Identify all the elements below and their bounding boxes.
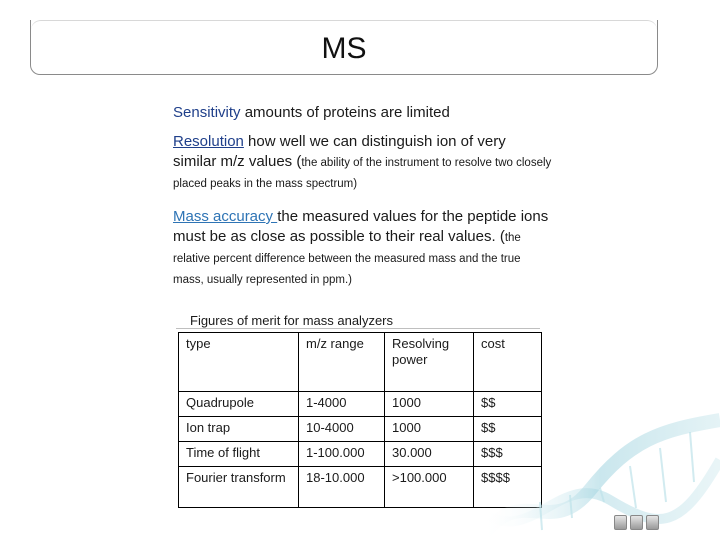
cell-mz-range: 1-100.000 [299, 442, 385, 467]
cell-cost: $$$$ [474, 467, 542, 508]
sensitivity-term: Sensitivity [173, 104, 241, 121]
figure-caption: Figures of merit for mass analyzers [190, 313, 394, 328]
logo-mark [614, 515, 668, 532]
cell-cost: $$$ [474, 442, 542, 467]
header-type: type [179, 333, 299, 392]
mass-accuracy-paragraph [173, 207, 553, 290]
table-header-row [179, 333, 542, 392]
header-resolving-power: Resolving power [385, 333, 474, 392]
header-mz-range: m/z range [299, 333, 385, 392]
resolution-text: how well we can distinguish ion of very similar m/z values ( [173, 133, 506, 170]
cell-resolving-power: 30.000 [385, 442, 474, 467]
cell-cost: $$ [474, 392, 542, 417]
cell-type: Fourier transform [179, 467, 299, 508]
cell-resolving-power: >100.000 [385, 467, 474, 508]
sensitivity-paragraph [173, 103, 553, 123]
cell-mz-range: 18-10.000 [299, 467, 385, 508]
cell-mz-range: 10-4000 [299, 417, 385, 442]
mass-accuracy-note: the relative percent difference between the measured mass and the true mass, usually represented in ppm.) [173, 232, 521, 286]
header-cost: cost [474, 333, 542, 392]
logo-block-icon [630, 515, 643, 530]
logo-block-icon [646, 515, 659, 530]
cell-type: Time of flight [179, 442, 299, 467]
cell-mz-range: 1-4000 [299, 392, 385, 417]
cell-resolving-power: 1000 [385, 417, 474, 442]
mass-accuracy-term: Mass accuracy [173, 208, 278, 225]
slide-title: MS [321, 32, 367, 65]
resolution-paragraph [173, 132, 553, 194]
mass-accuracy-text: the measured values for the peptide ions must be as close as possible to their real values. ( [173, 208, 549, 245]
resolution-note: the ability of the instrument to resolve two closely placed peaks in the mass spectrum) [173, 157, 552, 190]
cell-cost: $$ [474, 417, 542, 442]
title-frame [30, 20, 658, 75]
content-area [173, 103, 553, 290]
cell-resolving-power: 1000 [385, 392, 474, 417]
sensitivity-text: amounts of proteins are limited [240, 104, 450, 121]
cell-type: Ion trap [179, 417, 299, 442]
dna-helix-decoration [480, 390, 720, 540]
caption-divider [176, 328, 540, 329]
resolution-term: Resolution [173, 133, 244, 150]
cell-type: Quadrupole [179, 392, 299, 417]
logo-block-icon [614, 515, 627, 530]
